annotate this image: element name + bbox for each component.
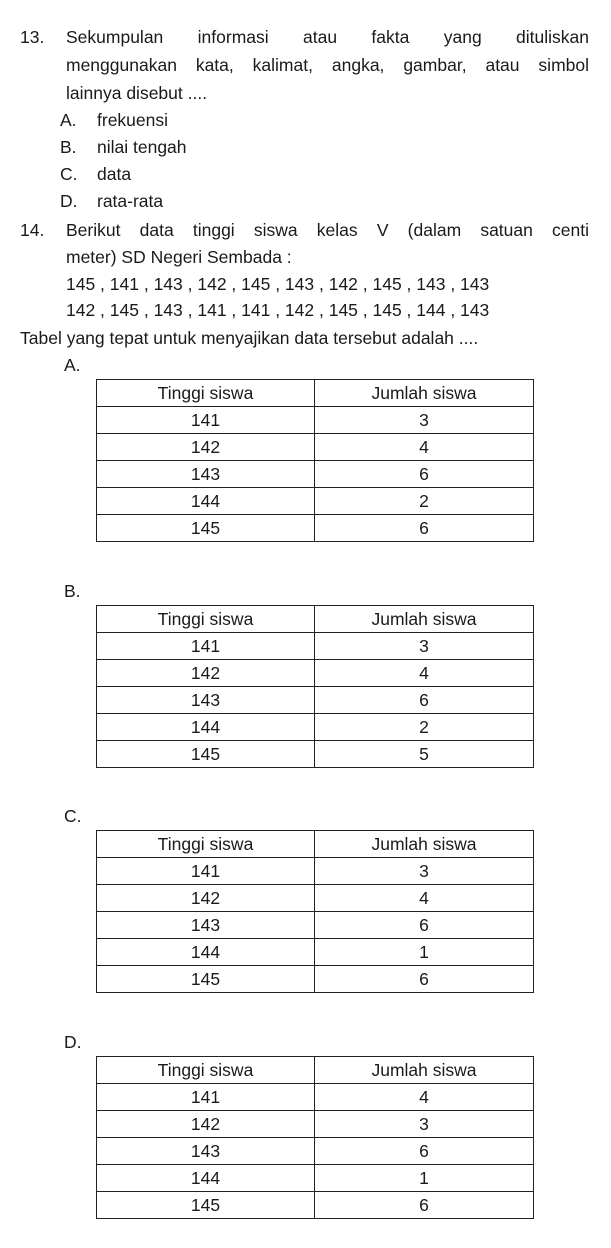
cell-count: 1 <box>315 939 534 966</box>
header-tinggi-siswa: Tinggi siswa <box>97 606 315 633</box>
option-a-letter: A. <box>60 110 77 130</box>
table-row <box>97 687 534 714</box>
question-14-prompt: Tabel yang tepat untuk menyajikan data tersebut adalah .... <box>20 328 479 348</box>
cell-height: 142 <box>97 1111 315 1138</box>
table-row <box>97 1192 534 1219</box>
cell-count: 6 <box>315 966 534 993</box>
cell-height: 144 <box>97 488 315 515</box>
table-row <box>97 407 534 434</box>
table-row <box>97 966 534 993</box>
cell-count: 5 <box>315 741 534 768</box>
option-a-text: frekuensi <box>97 110 169 130</box>
cell-height: 143 <box>97 912 315 939</box>
cell-height: 143 <box>97 1138 315 1165</box>
table-row <box>97 1165 534 1192</box>
question-13-line-2: menggunakan kata, kalimat, angka, gambar, atau simbol <box>66 55 589 75</box>
cell-height: 142 <box>97 885 315 912</box>
height-data-line-2: 142 , 145 , 143 , 141 , 141 , 142 , 145 , 145 , 144 , 143 <box>66 300 490 320</box>
table-row <box>97 885 534 912</box>
cell-height: 141 <box>97 633 315 660</box>
table-row <box>97 714 534 741</box>
cell-count: 3 <box>315 633 534 660</box>
cell-height: 145 <box>97 515 315 542</box>
question-13-line-1: Sekumpulan informasi atau fakta yang dituliskan <box>66 27 589 47</box>
cell-height: 142 <box>97 434 315 461</box>
cell-height: 143 <box>97 461 315 488</box>
cell-count: 1 <box>315 1165 534 1192</box>
cell-height: 144 <box>97 1165 315 1192</box>
table-header-row <box>97 606 534 633</box>
table-row <box>97 939 534 966</box>
table-option-a-letter: A. <box>64 355 81 375</box>
height-data-line-1: 145 , 141 , 143 , 142 , 145 , 143 , 142 , 145 , 143 , 143 <box>66 274 490 294</box>
table-option-c <box>96 830 534 993</box>
header-jumlah-siswa: Jumlah siswa <box>315 1057 534 1084</box>
cell-count: 3 <box>315 407 534 434</box>
cell-count: 6 <box>315 1138 534 1165</box>
cell-height: 145 <box>97 741 315 768</box>
table-row <box>97 434 534 461</box>
table-row <box>97 1084 534 1111</box>
question-14-line-1: Berikut data tinggi siswa kelas V (dalam satuan centi <box>66 220 589 240</box>
cell-height: 143 <box>97 687 315 714</box>
table-row <box>97 741 534 768</box>
cell-height: 145 <box>97 966 315 993</box>
cell-count: 6 <box>315 687 534 714</box>
table-option-b <box>96 605 534 768</box>
cell-height: 142 <box>97 660 315 687</box>
cell-count: 6 <box>315 1192 534 1219</box>
cell-count: 6 <box>315 461 534 488</box>
header-tinggi-siswa: Tinggi siswa <box>97 380 315 407</box>
option-b-letter: B. <box>60 137 77 157</box>
option-b-text: nilai tengah <box>97 137 187 157</box>
table-option-c-letter: C. <box>64 806 82 826</box>
option-d-letter: D. <box>60 191 78 211</box>
table-row <box>97 488 534 515</box>
cell-height: 141 <box>97 858 315 885</box>
cell-count: 3 <box>315 1111 534 1138</box>
table-row <box>97 912 534 939</box>
question-13-line-3: lainnya disebut .... <box>66 83 208 103</box>
header-jumlah-siswa: Jumlah siswa <box>315 606 534 633</box>
cell-count: 6 <box>315 912 534 939</box>
table-row <box>97 1138 534 1165</box>
header-jumlah-siswa: Jumlah siswa <box>315 831 534 858</box>
cell-height: 144 <box>97 714 315 741</box>
table-option-b-letter: B. <box>64 581 81 601</box>
table-row <box>97 660 534 687</box>
question-14-line-2: meter) SD Negeri Sembada : <box>66 247 292 267</box>
header-tinggi-siswa: Tinggi siswa <box>97 831 315 858</box>
cell-count: 3 <box>315 858 534 885</box>
table-row <box>97 1111 534 1138</box>
cell-height: 141 <box>97 407 315 434</box>
table-header-row <box>97 1057 534 1084</box>
cell-height: 145 <box>97 1192 315 1219</box>
table-row <box>97 858 534 885</box>
cell-count: 2 <box>315 488 534 515</box>
table-row <box>97 633 534 660</box>
option-d-text: rata-rata <box>97 191 164 211</box>
table-option-a <box>96 379 534 542</box>
cell-count: 4 <box>315 1084 534 1111</box>
option-c-text: data <box>97 164 132 184</box>
header-tinggi-siswa: Tinggi siswa <box>97 1057 315 1084</box>
cell-height: 144 <box>97 939 315 966</box>
table-header-row <box>97 831 534 858</box>
cell-count: 4 <box>315 434 534 461</box>
option-c-letter: C. <box>60 164 78 184</box>
table-row <box>97 515 534 542</box>
table-row <box>97 461 534 488</box>
table-header-row <box>97 380 534 407</box>
cell-count: 4 <box>315 660 534 687</box>
cell-count: 2 <box>315 714 534 741</box>
question-14-number: 14. <box>20 220 45 240</box>
table-option-d-letter: D. <box>64 1032 82 1052</box>
cell-height: 141 <box>97 1084 315 1111</box>
table-option-d <box>96 1056 534 1219</box>
header-jumlah-siswa: Jumlah siswa <box>315 380 534 407</box>
cell-count: 6 <box>315 515 534 542</box>
question-13-number: 13. <box>20 27 45 47</box>
cell-count: 4 <box>315 885 534 912</box>
